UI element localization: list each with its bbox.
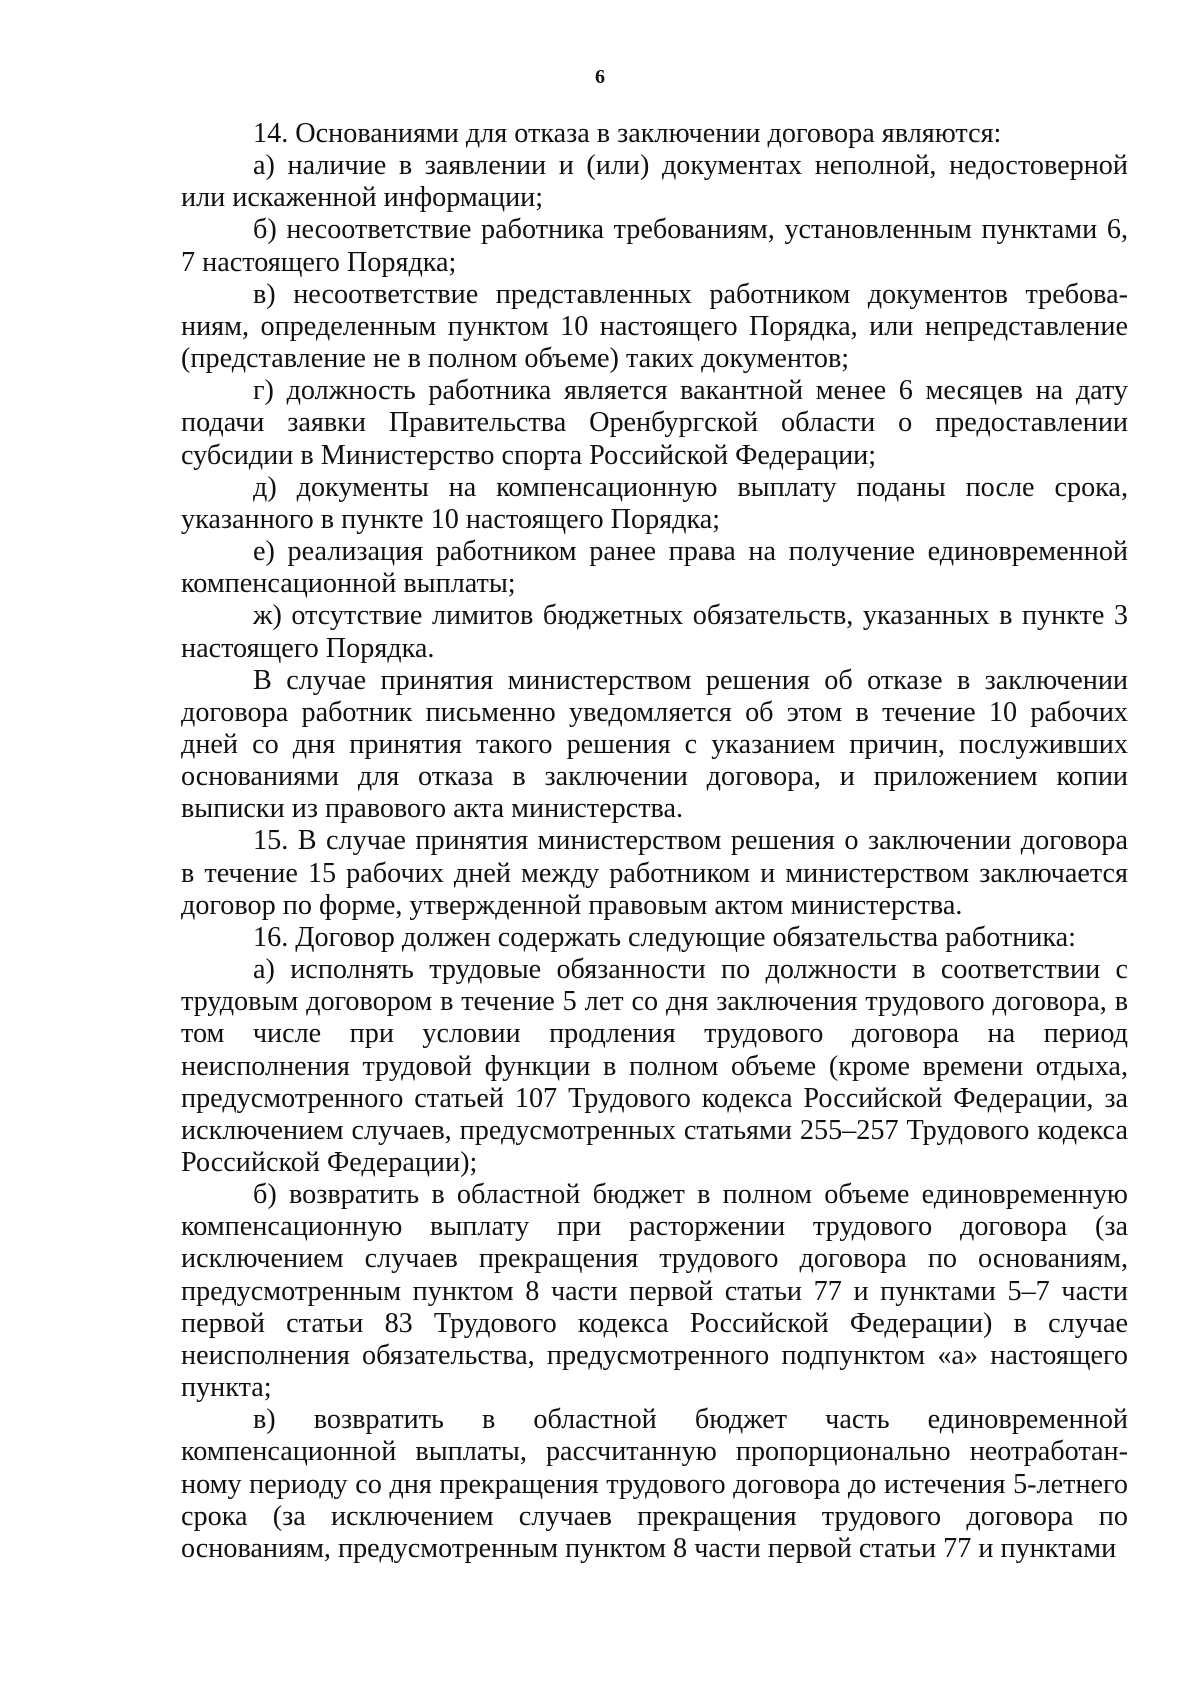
paragraph-14-a: а) наличие в заявлении и (или) документах неполной, недостоверной или искаженной информации;	[181, 150, 1128, 214]
paragraph-14-e: е) реализация работником ранее права на получение единовременной компенсационной выплаты;	[181, 536, 1128, 600]
paragraph-14-b: б) несоответствие работника требованиям, установленным пунктами 6, 7 настоящего Порядка;	[181, 214, 1128, 278]
paragraph-16-a: а) исполнять трудовые обязанности по должности в соответствии с трудовым договором в течение 5 лет со дня заключения трудового договора, в том числе при условии продления трудового договора на период неисполнения трудовой функции в полном объеме (кроме времени отдыха, предусмотренного статьей 107 Трудового кодекса Российской Федерации, за исключением случаев, предусмотренных статьями 255–257 Трудового кодекса Российской Федерации);	[181, 954, 1128, 1178]
paragraph-14-refusal-notice: В случае принятия министерством решения об отказе в заключении договора работник письменно уведомляется об этом в течение 10 рабочих дней со дня принятия такого решения с указанием причин, послуживших основаниями для отказа в заключении договора, и приложением копии выписки из правового акта министерства.	[181, 664, 1128, 825]
paragraph-14-zh: ж) отсутствие лимитов бюджетных обязательств, указанных в пункте 3 настоящего Порядка.	[181, 600, 1128, 664]
paragraph-16-b: б) возвратить в областной бюджет в полном объеме единовременную компенсационную выплату при расторжении трудового договора (за исключением случаев прекращения трудового договора по основаниям, предусмотренным пунктом 8 части первой статьи 77 и пунктами 5–7 части первой статьи 83 Трудового кодекса Российской Федерации) в случае неисполнения обязательства, предусмотренного подпунктом «а» настоящего пункта;	[181, 1179, 1128, 1404]
paragraph-14-header: 14. Основаниями для отказа в заключении договора являются:	[253, 118, 1002, 149]
page-number: 6	[595, 66, 605, 88]
paragraph-14-g: г) должность работника является вакантной менее 6 месяцев на дату подачи заявки Правительства Оренбургской области о предоставлении субсидии в Министерство спорта Российской Федерации;	[181, 375, 1128, 471]
paragraph-14-v: в) несоответствие представленных работником документов требованиям, определенным пунктом 10 настоящего Порядка, или непредставление (представление не в полном объеме) таких документов;	[181, 278, 1128, 375]
paragraph-16-header: 16. Договор должен содержать следующие обязательства работника:	[253, 921, 1077, 953]
paragraph-14-d: д) документы на компенсационную выплату поданы после срока, указанного в пункте 10 настоящего Порядка;	[181, 471, 1128, 535]
paragraph-16-v: в) возвратить в областной бюджет часть единовременной компенсационной выплаты, рассчитанную пропорционально неотработанному периоду со дня прекращения трудового договора до истечения 5-летнего срока (за исключением случаев прекращения трудового договора по основаниям, предусмотренным пунктом 8 части первой статьи 77 и пунктами	[181, 1404, 1128, 1564]
paragraph-15: 15. В случае принятия министерством решения о заключении договора в течение 15 рабочих дней между работником и министерством заключается договор по форме, утвержденной правовым актом министерства.	[181, 825, 1128, 921]
document-body	[181, 118, 1128, 1565]
